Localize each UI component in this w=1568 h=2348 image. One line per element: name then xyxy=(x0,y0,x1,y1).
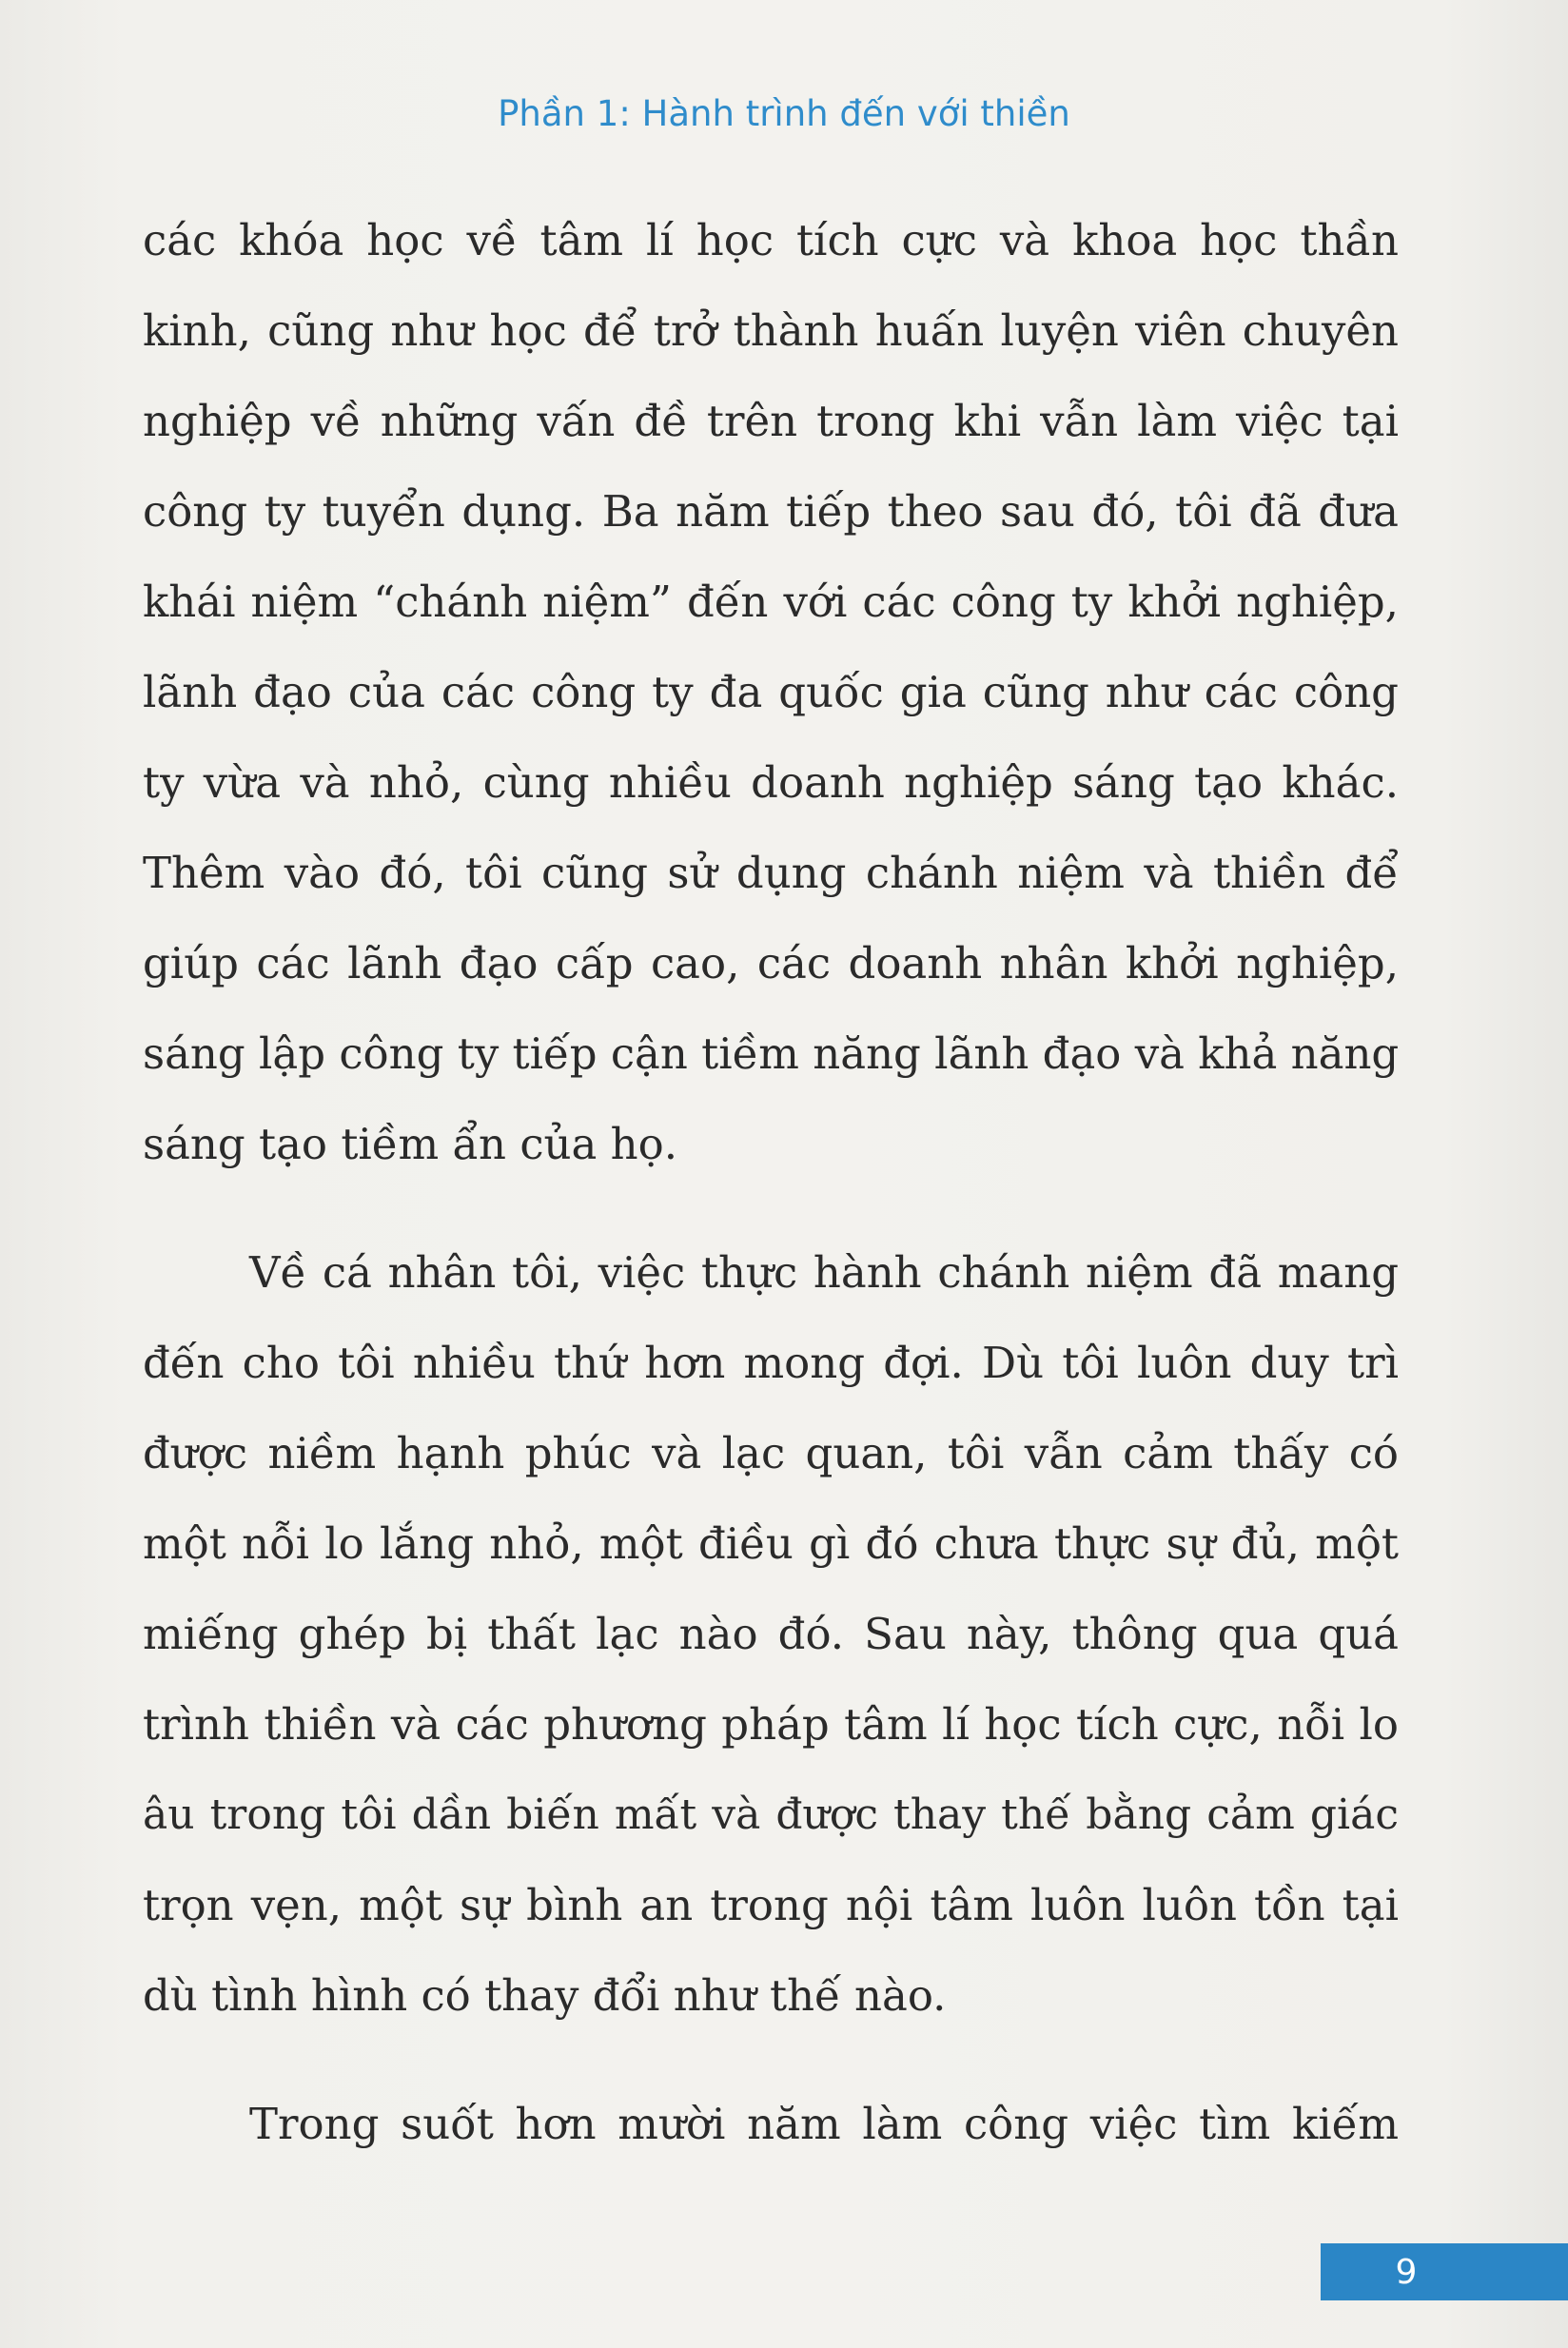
running-header: Phần 1: Hành trình đến với thiền xyxy=(498,93,1070,134)
text-line: lãnh đạo của các công ty đa quốc gia cũng như các công xyxy=(143,667,1399,717)
text-line: được niềm hạnh phúc và lạc quan, tôi vẫn cảm thấy có xyxy=(143,1428,1399,1478)
text-line: Trong suốt hơn mười năm làm công việc tìm kiếm xyxy=(249,2099,1399,2149)
text-line: kinh, cũng như học để trở thành huấn luyện viên chuyên xyxy=(143,305,1399,356)
text-line: dù tình hình có thay đổi như thế nào. xyxy=(143,1970,947,2021)
text-line: sáng lập công ty tiếp cận tiềm năng lãnh đạo và khả năng xyxy=(143,1028,1400,1079)
page-number: 9 xyxy=(1395,2253,1418,2292)
text-line: khái niệm “chánh niệm” đến với các công ty khởi nghiệp, xyxy=(143,577,1399,627)
text-line: miếng ghép bị thất lạc nào đó. Sau này, thông qua quá xyxy=(143,1609,1399,1659)
paragraph-spacer xyxy=(143,1189,1399,1227)
text-line: Về cá nhân tôi, việc thực hành chánh niệm đã mang xyxy=(249,1247,1399,1298)
text-line: một nỗi lo lắng nhỏ, một điều gì đó chưa thực sự đủ, một xyxy=(143,1518,1399,1569)
text-line: nghiệp về những vấn đề trên trong khi vẫn làm việc tại xyxy=(143,396,1399,446)
paragraph-spacer xyxy=(143,2041,1399,2079)
text-line: trọn vẹn, một sự bình an trong nội tâm luôn luôn tồn tại xyxy=(143,1880,1399,1930)
text-line: âu trong tôi dần biến mất và được thay thế bằng cảm giác xyxy=(143,1790,1399,1839)
paragraph-2 xyxy=(143,1227,1399,2041)
paragraph-1 xyxy=(143,195,1399,1189)
text-line: ty vừa và nhỏ, cùng nhiều doanh nghiệp sáng tạo khác. xyxy=(143,757,1399,808)
text-line: sáng tạo tiềm ẩn của họ. xyxy=(143,1119,678,1169)
paragraph-3 xyxy=(143,2079,1399,2169)
text-line: giúp các lãnh đạo cấp cao, các doanh nhân khởi nghiệp, xyxy=(143,938,1399,988)
text-line: đến cho tôi nhiều thứ hơn mong đợi. Dù tôi luôn duy trì xyxy=(143,1338,1399,1388)
text-line: Thêm vào đó, tôi cũng sử dụng chánh niệm và thiền để xyxy=(143,848,1399,898)
text-line: các khóa học về tâm lí học tích cực và khoa học thần xyxy=(143,215,1399,265)
text-line: trình thiền và các phương pháp tâm lí học tích cực, nỗi lo xyxy=(143,1699,1399,1750)
body-text xyxy=(143,195,1399,2169)
text-line: công ty tuyển dụng. Ba năm tiếp theo sau đó, tôi đã đưa xyxy=(143,486,1399,537)
